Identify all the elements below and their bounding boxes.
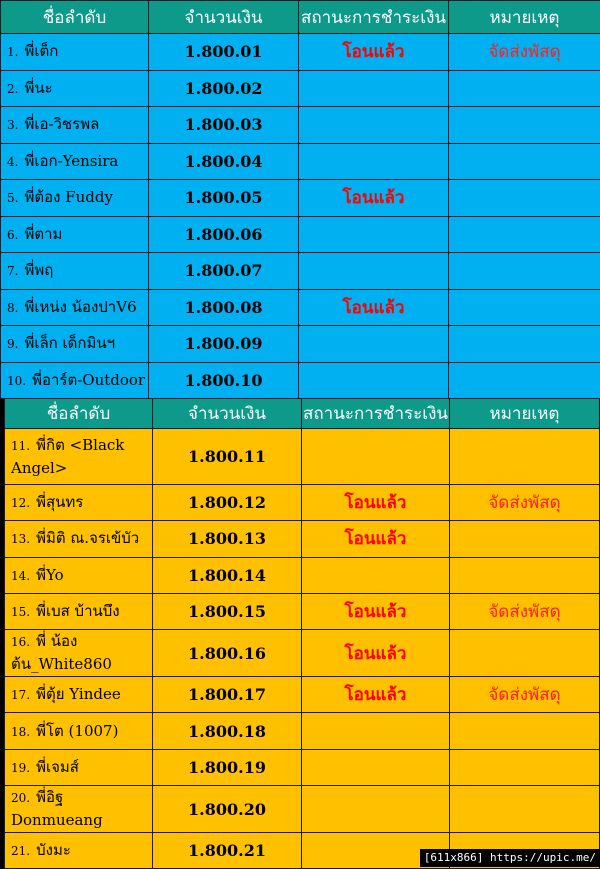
row-status: โอนแล้ว: [299, 180, 449, 217]
row-status: โอนแล้ว: [302, 677, 450, 713]
row-status: [302, 749, 450, 785]
table-row: [5, 557, 600, 593]
row-note: จัดส่งพัสดุ: [449, 34, 600, 71]
row-amount: 1.800.05: [149, 180, 299, 217]
row-name-cell: [1, 216, 149, 253]
payment-table-2: [4, 398, 600, 869]
header-amount: จำนวนเงิน: [153, 399, 302, 429]
row-name: พี่อิฐ Donmueang: [11, 788, 103, 829]
row-index: 13.: [11, 532, 30, 546]
row-amount: 1.800.20: [153, 786, 302, 833]
row-name: พี่ตาม: [24, 225, 62, 243]
row-status: [299, 70, 449, 107]
row-index: 9.: [7, 337, 18, 351]
row-note: [449, 180, 600, 217]
row-name-cell: [1, 326, 149, 363]
row-name-cell: [1, 362, 149, 399]
row-amount: 1.800.11: [153, 429, 302, 485]
row-status: [299, 143, 449, 180]
table-row: [5, 630, 600, 677]
table-row: [1, 107, 600, 144]
row-note: จัดส่งพัสดุ: [450, 485, 600, 521]
row-index: 16.: [11, 635, 30, 649]
row-note: [449, 143, 600, 180]
table-row: [5, 485, 600, 521]
row-name: พี่สุนทร: [36, 493, 83, 511]
payment-table-1: [0, 0, 600, 399]
row-amount: 1.800.10: [149, 362, 299, 399]
row-name-cell: [5, 713, 153, 749]
row-amount: 1.800.09: [149, 326, 299, 363]
row-index: 7.: [7, 264, 18, 278]
row-index: 8.: [7, 301, 18, 315]
row-name: พี่เจมส์: [36, 758, 79, 776]
table-row: [1, 180, 600, 217]
header-note: หมายเหตุ: [449, 1, 600, 34]
row-status: [299, 362, 449, 399]
row-note: [450, 521, 600, 557]
row-amount: 1.800.01: [149, 34, 299, 71]
row-note: [450, 713, 600, 749]
row-note: จัดส่งพัสดุ: [450, 593, 600, 629]
row-status: [302, 713, 450, 749]
row-name-cell: [5, 429, 153, 485]
table-row: [1, 34, 600, 71]
row-index: 1.: [7, 45, 18, 59]
table-row: [5, 593, 600, 629]
row-index: 2.: [7, 82, 18, 96]
table-row: [5, 429, 600, 485]
row-index: 6.: [7, 228, 18, 242]
header-name: ชื่อลำดับ: [1, 1, 149, 34]
row-name-cell: [1, 253, 149, 290]
row-status: โอนแล้ว: [302, 521, 450, 557]
row-name-cell: [1, 107, 149, 144]
row-name-cell: [5, 593, 153, 629]
row-note: [450, 749, 600, 785]
row-name: พี่ตุ้ย Yindee: [36, 685, 121, 703]
row-name-cell: [1, 34, 149, 71]
row-status: [302, 429, 450, 485]
row-amount: 1.800.19: [153, 749, 302, 785]
row-index: 18.: [11, 725, 30, 739]
row-note: [450, 429, 600, 485]
table-row: [1, 253, 600, 290]
row-note: [450, 786, 600, 833]
row-index: 14.: [11, 569, 30, 583]
row-amount: 1.800.14: [153, 557, 302, 593]
row-name-cell: [5, 833, 153, 869]
row-note: [449, 326, 600, 363]
row-status: [299, 216, 449, 253]
row-status: โอนแล้ว: [302, 485, 450, 521]
row-amount: 1.800.16: [153, 630, 302, 677]
row-name: บังมะ: [36, 841, 71, 859]
row-index: 15.: [11, 605, 30, 619]
header-row: [5, 399, 600, 429]
row-note: [449, 289, 600, 326]
row-status: โอนแล้ว: [302, 593, 450, 629]
row-name: พี่ต้อง Fuddy: [24, 188, 112, 206]
row-name: พี่เบส บ้านบึง: [36, 602, 120, 620]
header-name: ชื่อลำดับ: [5, 399, 153, 429]
row-amount: 1.800.06: [149, 216, 299, 253]
row-index: 4.: [7, 155, 18, 169]
row-status: [302, 786, 450, 833]
table-row: [5, 713, 600, 749]
row-index: 21.: [11, 844, 30, 858]
row-status: โอนแล้ว: [302, 630, 450, 677]
row-amount: 1.800.07: [149, 253, 299, 290]
row-note: [449, 362, 600, 399]
row-name: พี่เล็ก เด็กมินฯ: [24, 334, 115, 352]
row-name: พี่มิติ ณ.จรเข้บัว: [36, 529, 139, 547]
row-amount: 1.800.08: [149, 289, 299, 326]
header-status: สถานะการชำระเงิน: [299, 1, 449, 34]
row-note: [450, 557, 600, 593]
row-status: [299, 107, 449, 144]
row-status: โอนแล้ว: [299, 289, 449, 326]
row-index: 12.: [11, 496, 30, 510]
row-amount: 1.800.21: [153, 833, 302, 869]
row-note: [450, 630, 600, 677]
table-row: [1, 362, 600, 399]
row-name-cell: [5, 557, 153, 593]
row-name: พี่นะ: [24, 79, 52, 97]
row-name: พี่กิต <Black Angel>: [11, 436, 124, 477]
row-name-cell: [5, 786, 153, 833]
table-row: [5, 749, 600, 785]
row-name-cell: [5, 630, 153, 677]
row-name: พี่พฤ: [24, 261, 53, 279]
row-name-cell: [5, 485, 153, 521]
row-note: จัดส่งพัสดุ: [450, 677, 600, 713]
table-row: [5, 786, 600, 833]
row-amount: 1.800.13: [153, 521, 302, 557]
row-amount: 1.800.04: [149, 143, 299, 180]
row-status: [299, 326, 449, 363]
table-row: [1, 216, 600, 253]
row-amount: 1.800.02: [149, 70, 299, 107]
row-name-cell: [1, 180, 149, 217]
header-note: หมายเหตุ: [450, 399, 600, 429]
row-name: พี่เอ-วิชรพล: [24, 115, 99, 133]
row-name: พี่เต็ก: [24, 42, 58, 60]
table-row: [1, 326, 600, 363]
table-row: [5, 521, 600, 557]
row-name-cell: [5, 521, 153, 557]
row-amount: 1.800.12: [153, 485, 302, 521]
table-row: [1, 70, 600, 107]
row-name: พี่เอก-Yensira: [24, 152, 118, 170]
row-index: 3.: [7, 118, 18, 132]
row-name-cell: [1, 143, 149, 180]
row-note: [449, 70, 600, 107]
row-note: [449, 107, 600, 144]
row-name-cell: [5, 749, 153, 785]
row-status: [299, 253, 449, 290]
row-name-cell: [5, 677, 153, 713]
row-index: 17.: [11, 688, 30, 702]
row-amount: 1.800.18: [153, 713, 302, 749]
row-name: พี่ น้องต้น_White860: [11, 632, 112, 673]
row-name-cell: [1, 70, 149, 107]
row-note: [449, 253, 600, 290]
row-index: 19.: [11, 761, 30, 775]
row-name: พี่เหน่ง น้องปาV6: [24, 298, 136, 316]
row-index: 11.: [11, 439, 30, 453]
header-row: [1, 1, 600, 34]
header-status: สถานะการชำระเงิน: [302, 399, 450, 429]
row-name-cell: [1, 289, 149, 326]
table-row: [1, 289, 600, 326]
row-index: 10.: [7, 374, 26, 388]
table-row: [5, 677, 600, 713]
row-amount: 1.800.17: [153, 677, 302, 713]
row-amount: 1.800.03: [149, 107, 299, 144]
image-caption: [611x866] https://upic.me/: [420, 849, 600, 867]
header-amount: จำนวนเงิน: [149, 1, 299, 34]
row-name: พี่Yo: [36, 566, 64, 584]
row-status: โอนแล้ว: [299, 34, 449, 71]
row-status: [302, 557, 450, 593]
row-index: 20.: [11, 791, 30, 805]
row-amount: 1.800.15: [153, 593, 302, 629]
row-name: พี่โต (1007): [36, 722, 118, 740]
table-row: [1, 143, 600, 180]
row-note: [449, 216, 600, 253]
row-name: พี่อาร์ต-Outdoor: [32, 371, 145, 389]
row-index: 5.: [7, 191, 18, 205]
